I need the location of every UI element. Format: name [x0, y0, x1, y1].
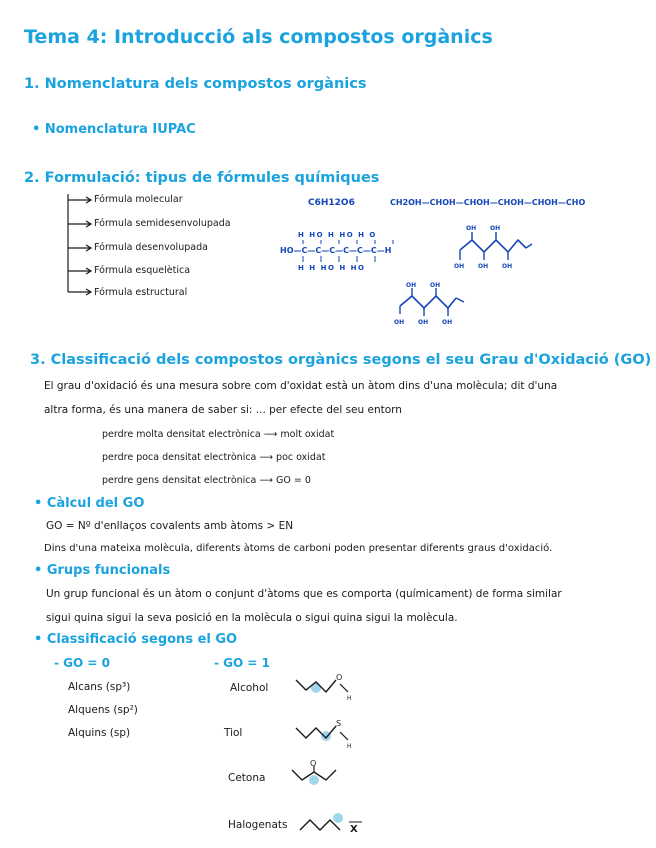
developed-formula-top: H HO H HO H O	[298, 231, 377, 239]
calc-go-note: Dins d'una mateixa molècula, diferents àtoms de carboni poden presentar diferents graus d'oxidació.	[44, 543, 553, 554]
go1-alcohol: Alcohol	[230, 682, 269, 694]
svg-text:OH: OH	[394, 319, 405, 326]
alcohol-o-atom: O	[336, 673, 343, 682]
go0-alquens: Alquens (sp²)	[68, 704, 138, 716]
section3-heading: 3. Classificació dels compostos orgànics segons el seu Grau d'Oxidació (GO)	[30, 352, 652, 368]
functional-groups-line2: sigui quina sigui la seva posició en la molècula o sigui quina sigui la molècula.	[46, 612, 458, 624]
calc-go-formula: GO = Nº d'enllaços covalents amb àtoms > EN	[46, 520, 294, 532]
skeletal-formula-1	[452, 220, 542, 275]
go-case-3: perdre gens densitat electrònica ⟶ GO = 0	[102, 475, 311, 486]
svg-text:OH: OH	[490, 225, 501, 232]
developed-formula-bottom: H H HO H HO	[298, 264, 366, 272]
developed-formula-chain: HO—C—C—C—C—C—C—H	[280, 246, 392, 255]
svg-text:OH: OH	[454, 263, 465, 270]
go-intro-line2: altra forma, és una manera de saber si: ... per efecte del seu entorn	[44, 404, 402, 416]
go0-alcans: Alcans (sp³)	[68, 681, 131, 693]
svg-text:OH: OH	[466, 225, 477, 232]
functional-groups-line1: Un grup funcional és un àtom o conjunt d'àtoms que es comporta (químicament) de forma similar	[46, 588, 562, 600]
go1-halogenats: Halogenats	[228, 819, 288, 831]
formula-type-structural: Fórmula estructural	[94, 287, 188, 298]
svg-text:OH: OH	[502, 263, 513, 270]
tiol-h-atom: H	[347, 743, 352, 750]
alcohol-h-atom: H	[347, 695, 352, 702]
calc-go-heading: • Càlcul del GO	[34, 496, 145, 511]
halogenats-skeletal	[296, 808, 376, 838]
go1-label: - GO = 1	[214, 656, 270, 670]
svg-text:OH: OH	[442, 319, 453, 326]
halo-x-atom: X	[350, 824, 358, 835]
svg-text:OH: OH	[418, 319, 429, 326]
cetona-o-atom: O	[310, 759, 317, 768]
svg-text:OH: OH	[478, 263, 489, 270]
svg-text:OH: OH	[406, 282, 417, 289]
section1-heading: 1. Nomenclatura dels compostos orgànics	[24, 76, 367, 92]
tiol-skeletal	[292, 712, 362, 752]
page-title: Tema 4: Introducció als compostos orgànics	[24, 26, 493, 48]
go-case-2: perdre poca densitat electrònica ⟶ poc oxidat	[102, 452, 326, 463]
formula-type-skeletal: Fórmula esquelètica	[94, 265, 191, 276]
cetona-skeletal	[288, 758, 348, 788]
alcohol-skeletal	[292, 666, 362, 706]
tiol-s-atom: S	[336, 719, 342, 728]
go-intro-line1: El grau d'oxidació és una mesura sobre com d'oxidat està un àtom dins d'una molècula; dit d'una	[44, 380, 558, 392]
skeletal-formula-2	[392, 280, 472, 330]
svg-text:OH: OH	[430, 282, 441, 289]
formula-type-semi: Fórmula semidesenvolupada	[94, 218, 231, 229]
classification-heading: • Classificació segons el GO	[34, 632, 238, 647]
go1-tiol: Tiol	[224, 727, 243, 739]
formula-type-developed: Fórmula desenvolupada	[94, 242, 208, 253]
iupac-bullet: • Nomenclatura IUPAC	[32, 122, 196, 137]
go-case-1: perdre molta densitat electrònica ⟶ molt oxidat	[102, 429, 335, 440]
go1-cetona: Cetona	[228, 772, 266, 784]
semi-developed-formula: CH2OH—CHOH—CHOH—CHOH—CHOH—CHO	[390, 198, 586, 207]
go0-alquins: Alquins (sp)	[68, 727, 131, 739]
developed-formula-bonds	[295, 238, 405, 268]
section2-heading: 2. Formulació: tipus de fórmules químiques	[24, 170, 380, 186]
molecular-formula: C6H12O6	[308, 198, 355, 208]
functional-groups-heading: • Grups funcionals	[34, 563, 171, 578]
go0-label: - GO = 0	[54, 656, 110, 670]
formula-type-molecular: Fórmula molecular	[94, 194, 183, 205]
